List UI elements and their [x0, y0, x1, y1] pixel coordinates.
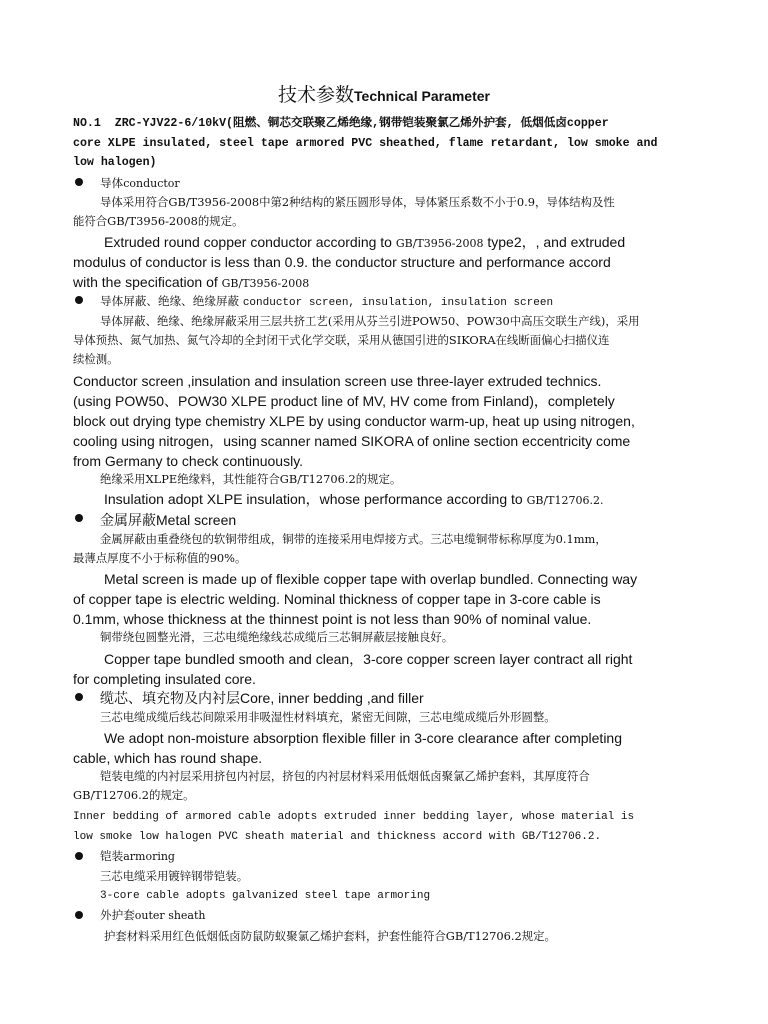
filler-en-line-1: We adopt non-moisture absorption flexible filler in 3-core clearance after completing	[104, 730, 623, 746]
heading-en: armoring	[123, 850, 175, 863]
bullet-icon	[74, 512, 86, 524]
text: with the specification of	[73, 274, 222, 290]
section-heading-screen	[100, 293, 553, 309]
heading: 缆芯、填充物及内衬层Core, inner bedding ,and filler	[100, 690, 424, 706]
section-heading-armoring	[100, 848, 175, 864]
heading-en: conductor screen, insulation, insulation screen	[242, 297, 554, 309]
filler-mono-line-1: Inner bedding of armored cable adopts extruded inner bedding layer, whose material is	[73, 811, 635, 823]
product-designation	[73, 114, 698, 173]
designation-line-2: core XLPE insulated, steel tape armored PVC sheathed, flame retardant, low smoke and	[73, 136, 658, 150]
metal-en-line-3: 0.1mm, whose thickness at the thinnest point is not less than 90% of nominal value.	[73, 611, 592, 627]
screen-cn-line-3: 续检测。	[73, 352, 119, 366]
conductor-en-line-1	[104, 232, 625, 254]
bullet-icon	[74, 294, 86, 306]
metal-en-line-4: Copper tape bundled smooth and clean，3-core copper screen layer contract all right	[104, 651, 633, 667]
filler-cn-line-1: 三芯电缆成缆后线芯间隙采用非吸湿性材料填充，紧密无间隙，三芯电缆成缆后外形圆整。	[100, 710, 556, 724]
armoring-cn-line-1: 三芯电缆采用镀锌钢带铠装。	[100, 869, 249, 883]
designation-line-3: low halogen)	[73, 156, 157, 169]
bullet-icon	[74, 691, 86, 703]
screen-cn-line-2: 导体预热、氮气加热、氮气冷却的全封闭干式化学交联，采用从德国引进的SIKORA在线断面偏心扫描仪连	[73, 333, 610, 347]
heading: 金属屏蔽Metal screen	[100, 512, 237, 528]
screen-en-line-2: (using POW50、POW30 XLPE product line of MV, HV come from Finland)，completely	[73, 393, 615, 409]
filler-mono-line-2: low smoke low halogen PVC sheath material and thickness accord with GB/T12706.2.	[73, 831, 602, 843]
standard-ref: GB/T12706.2.	[526, 494, 604, 507]
text: type2，, and extruded	[483, 234, 626, 250]
screen-en-line-5: from Germany to check continuously.	[73, 453, 304, 469]
metal-cn-line-2: 最薄点厚度不小于标称值的90%。	[73, 551, 247, 565]
screen-en-line-1: Conductor screen ,insulation and insulation screen use three-layer extruded technics.	[73, 373, 602, 389]
metal-en-line-1: Metal screen is made up of flexible copper tape with overlap bundled. Connecting way	[104, 571, 638, 587]
bullet-icon	[74, 909, 86, 921]
metal-en-line-2: of copper tape is electric welding. Nominal thickness of copper tape in 3-core cable is	[73, 591, 601, 607]
screen-cn-line-4: 绝缘采用XLPE绝缘料，其性能符合GB/T12706.2的规定。	[100, 472, 402, 486]
section-heading-filler	[100, 688, 424, 708]
armoring-mono-line-1: 3-core cable adopts galvanized steel tape armoring	[100, 890, 431, 902]
screen-en-line-3: block out drying type chemistry XLPE by using conductor warm-up, heat up using nitrogen,	[73, 413, 635, 429]
filler-en-line-2: cable, which has round shape.	[73, 750, 263, 766]
standard-ref: GB/T3956-2008	[221, 277, 310, 290]
conductor-cn-line-2: 能符合GB/T3956-2008的规定。	[73, 214, 244, 228]
heading-cn: 铠装	[100, 849, 124, 863]
text: Extruded round copper conductor according to	[104, 234, 396, 250]
filler-cn-line-3: GB/T12706.2的规定。	[73, 788, 195, 802]
filler-cn-line-2: 铠装电缆的内衬层采用挤包内衬层，挤包的内衬层材料采用低烟低卤聚氯乙烯护套料，其厚度符合	[100, 769, 590, 783]
standard-ref: GB/T3956-2008	[395, 237, 484, 250]
title-cn: 技术参数	[278, 84, 355, 106]
metal-cn-line-1: 金属屏蔽由重叠绕包的软铜带组成，铜带的连接采用电焊接方式。三芯电缆铜带标称厚度为0.1mm，	[100, 532, 607, 546]
bullet-icon	[74, 176, 86, 188]
heading-cn: 导体屏蔽、绝缘、绝缘屏蔽	[100, 294, 243, 308]
section-heading-conductor	[100, 175, 180, 191]
heading-en: outer sheath	[134, 909, 206, 922]
page-title	[0, 80, 768, 107]
conductor-cn-line-1: 导体采用符合GB/T3956-2008中第2种结构的紧压圆形导体，导体紧压系数不小于0.9，导体结构及性	[100, 195, 615, 209]
bullet-icon	[74, 850, 86, 862]
designation-line-1: NO.1 ZRC-YJV22-6/10kV(阻燃、铜芯交联聚乙烯绝缘,钢带铠装聚氯乙烯外护套, 低烟低卤copper	[73, 117, 609, 130]
text: Insulation adopt XLPE insulation，whose performance according to	[104, 491, 527, 507]
screen-en-line-4: cooling using nitrogen，using scanner named SIKORA of online section eccentricity come	[73, 433, 631, 449]
title-en: Technical Parameter	[354, 88, 490, 104]
sheath-cn-line-1: 护套材料采用红色低烟低卤防鼠防蚁聚氯乙烯护套料，护套性能符合GB/T12706.2规定。	[104, 929, 556, 943]
metal-en-line-5: for completing insulated core.	[73, 671, 256, 687]
screen-en-line-6	[104, 489, 604, 511]
conductor-en-line-3	[73, 272, 309, 294]
section-heading-sheath	[100, 907, 206, 923]
heading-cn: 导体	[100, 176, 124, 190]
conductor-en-line-2: modulus of conductor is less than 0.9. the conductor structure and performance accord	[73, 254, 611, 270]
heading-en: conductor	[123, 177, 180, 190]
screen-cn-line-1: 导体屏蔽、绝缘、绝缘屏蔽采用三层共挤工艺(采用从芬兰引进POW50、POW30中高压交联生产线)，采用	[100, 314, 640, 328]
metal-cn-line-3: 铜带绕包圆整光滑，三芯电缆绝缘线芯成缆后三芯铜屏蔽层接触良好。	[100, 630, 454, 644]
heading-cn: 外护套	[100, 908, 135, 922]
section-heading-metal	[100, 510, 236, 530]
